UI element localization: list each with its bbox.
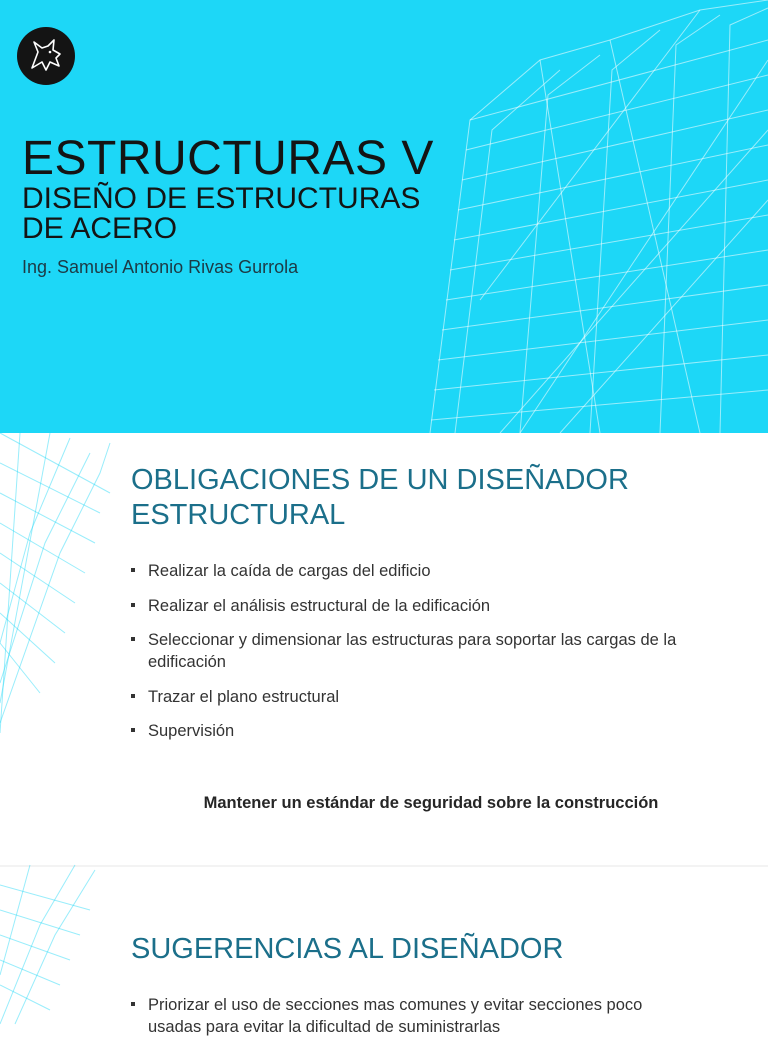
list-item: Realizar el análisis estructural de la edificación <box>131 595 731 617</box>
bullet-icon <box>131 694 135 698</box>
presentation-subtitle: DISEÑO DE ESTRUCTURAS DE ACERO <box>22 182 421 245</box>
presentation-title: ESTRUCTURAS V <box>22 132 434 185</box>
bullet-icon <box>131 603 135 607</box>
slide-2-heading: OBLIGACIONES DE UN DISEÑADOR ESTRUCTURAL <box>131 464 629 531</box>
wolf-icon <box>26 38 66 74</box>
list-item: Supervisión <box>131 720 731 742</box>
slide-obligaciones <box>0 433 768 865</box>
slide-divider <box>0 865 768 867</box>
list-item: Seleccionar y dimensionar las estructuras para soportar las cargas de la edificación <box>131 629 731 673</box>
slide-3-heading: SUGERENCIAS AL DISEÑADOR <box>131 933 564 965</box>
bullet-icon <box>131 637 135 641</box>
bullet-icon <box>131 568 135 572</box>
safety-statement: Mantener un estándar de seguridad sobre la construcción <box>203 794 659 812</box>
bullet-icon <box>131 1002 135 1006</box>
building-wireframe-decoration <box>0 865 110 1024</box>
list-item: Trazar el plano estructural <box>131 686 731 708</box>
building-wireframe-decoration <box>0 433 110 865</box>
slide-2-bullet-list <box>131 560 731 755</box>
list-item: Priorizar el uso de secciones mas comunes y evitar secciones poco usadas para evitar la dificultad de suministrarlas <box>131 994 691 1038</box>
title-slide <box>0 0 768 433</box>
slide-sugerencias <box>0 865 768 1036</box>
bullet-icon <box>131 728 135 732</box>
wolf-logo <box>17 27 75 85</box>
list-item: Realizar la caída de cargas del edificio <box>131 560 731 582</box>
presentation-author: Ing. Samuel Antonio Rivas Gurrola <box>22 257 299 277</box>
slide-3-bullet-list <box>131 994 691 1051</box>
